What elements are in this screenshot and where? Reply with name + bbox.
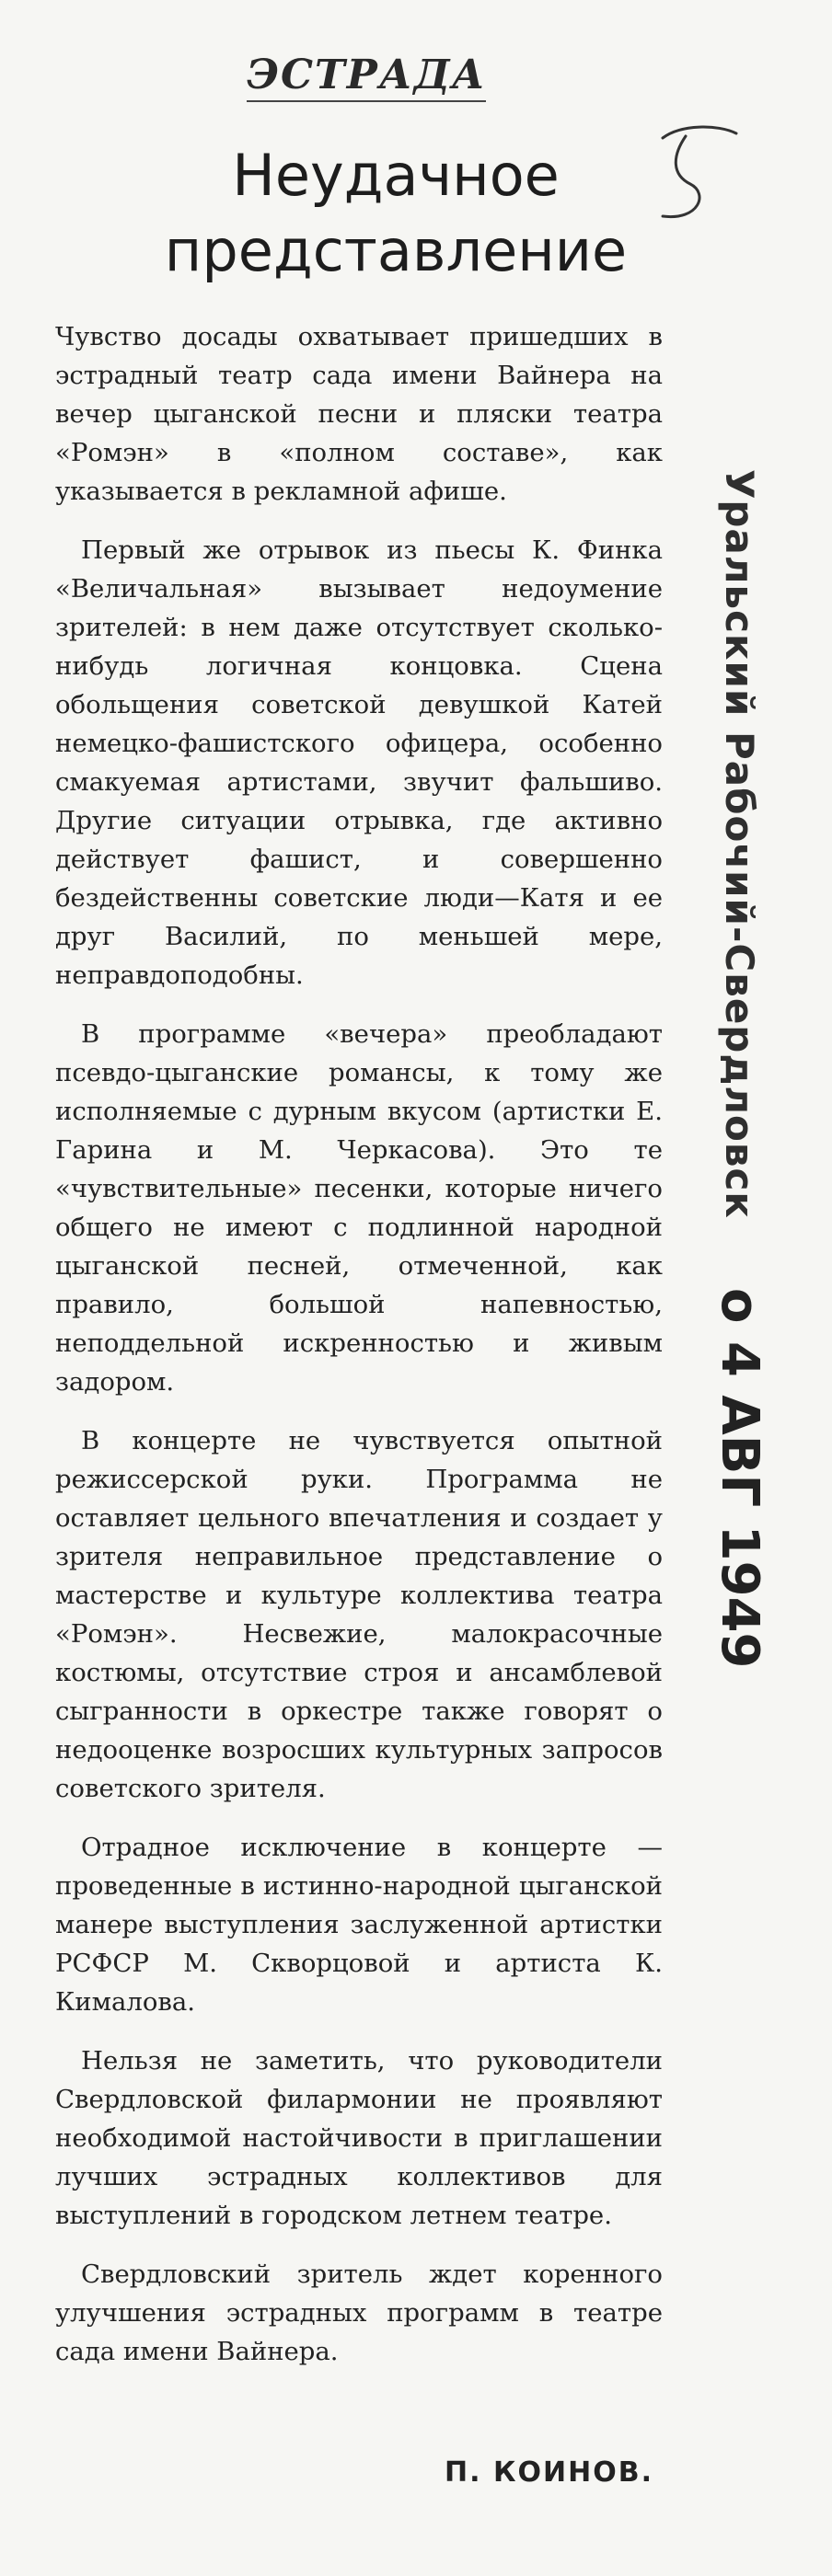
section-rubric: ЭСТРАДА bbox=[247, 52, 486, 102]
paragraph: Нельзя не заметить, что руководители Свердловской филармонии не проявляют необходимой настойчивости в приглашении лучших эстрадных коллективов для выступлений в городском летнем театре. bbox=[55, 2046, 663, 2230]
paragraph: В концерте не чувствуется опытной режиссерской руки. Программа не оставляет цельного впечатления и создает у зрителя неправильное представление о мастерстве и культуре коллектива театра «Ромэн». Несвежие, малокрасочные костюмы, отсутствие строя и ансамблевой сыгранности в оркестре также говорят о недооценке возросших культурных запросов советского зрителя. bbox=[55, 1426, 663, 1803]
paragraph: Отрадное исключение в концерте — проведенные в истинно-народной цыганской манере выступления заслуженной артистки РСФСР М. Скворцовой и артиста К. Кималова. bbox=[55, 1833, 663, 2017]
article-body bbox=[55, 317, 663, 2391]
author-signature: П. КОИНОВ. bbox=[445, 2456, 653, 2489]
paragraph: Свердловский зритель ждет коренного улучшения эстрадных программ в театре сада имени Вайнера. bbox=[55, 2260, 663, 2366]
date-stamp bbox=[709, 1288, 773, 1669]
paragraph: Чувство досады охватывает пришедших в эстрадный театр сада имени Вайнера на вечер цыганской песни и пляски театра «Ромэн» в «полном составе», как указывается в рекламной афише. bbox=[55, 322, 663, 506]
paragraph: В программе «вечера» преобладают псевдо-цыганские романсы, к тому же исполняемые с дурным вкусом (артистки Е. Гарина и М. Черкасова). Это те «чувствительные» песенки, которые ничего общего не имеют с подлинной народной цыганской песней, отмеченной, как правило, большой напевностью, неподдельной искренностью и живым задором. bbox=[55, 1019, 663, 1397]
paragraph: Первый же отрывок из пьесы К. Финка «Величальная» вызывает недоумение зрителей: в нем даже отсутствует сколько-нибудь логичная концовка. Сцена обольщения советской девушкой Катей немецко-фашистского офицера, особенно смакуемая артистами, звучит фальшиво. Другие ситуации отрывка, где активно действует фашист, и совершенно бездейственны советские люди—Катя и ее друг Василий, по меньшей мере, неправдоподобны. bbox=[55, 535, 663, 990]
stamp-date: о 4 АВГ 1949 bbox=[710, 1288, 769, 1669]
stamp-newspaper-name: Уральский Рабочий-Свердловск bbox=[717, 469, 762, 1219]
article-headline: Неудачное представление bbox=[164, 142, 628, 284]
handwritten-mark-icon bbox=[644, 120, 745, 230]
